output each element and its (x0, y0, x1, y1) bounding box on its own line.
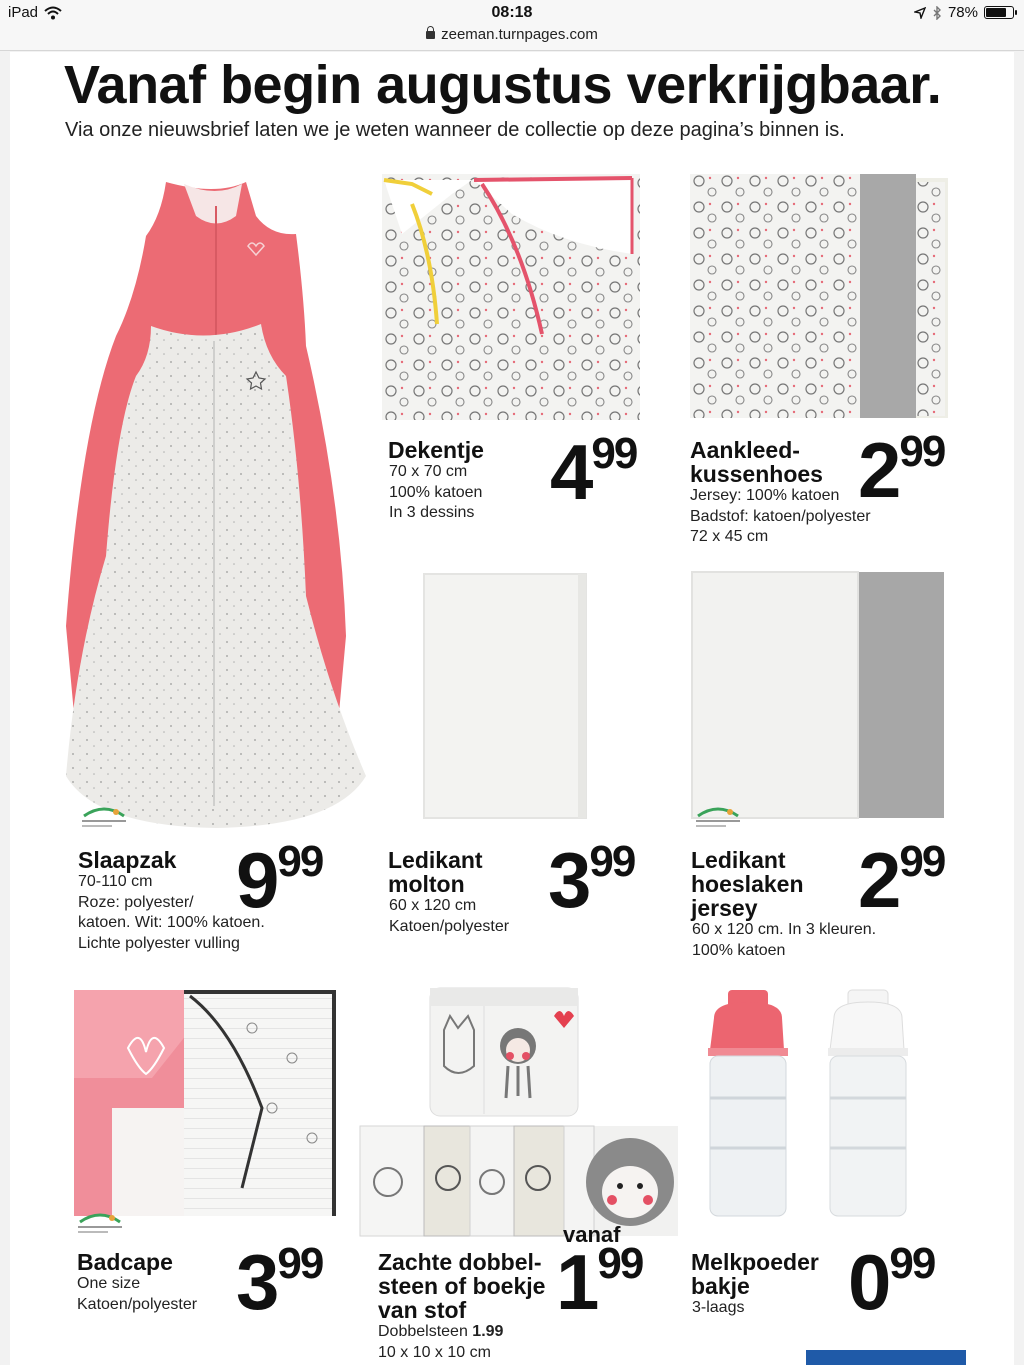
vanaf-label: vanaf (563, 1222, 621, 1247)
desc-line: 72 x 45 cm (690, 528, 769, 545)
bluetooth-icon (932, 6, 942, 20)
battery-fill (986, 8, 1006, 17)
oeko-tex-logo-3 (76, 1210, 124, 1238)
hoeslaken-price (858, 836, 945, 924)
page-headline: Vanaf begin augustus verkrijgbaar. (64, 55, 942, 115)
dekentje-desc (389, 462, 482, 524)
desc-line: Katoen/polyester (389, 917, 510, 935)
desc-line: 70-110 cm (78, 873, 153, 890)
molton-price (548, 836, 635, 924)
device-label: iPad (8, 4, 39, 21)
melkpoeder-price (848, 1238, 935, 1326)
aankleed-price (858, 426, 945, 514)
melkpoeder-desc (692, 1298, 744, 1319)
desc-price: 1.99 (472, 1323, 504, 1340)
price-cents: 99 (899, 427, 945, 476)
url-text: zeeman.turnpages.com (441, 26, 598, 43)
badcape-name: Badcape (77, 1249, 173, 1275)
price-cents: 99 (889, 1239, 935, 1288)
dobbelsteen-image (358, 986, 680, 1242)
price-main: 2 (858, 426, 900, 514)
desc-line: Roze: polyester/ (78, 893, 194, 911)
desc-line: katoen. Wit: 100% katoen. (78, 914, 265, 931)
badcape-desc (77, 1274, 197, 1315)
aankleed-name: Aankleed- kussenhoes (690, 437, 823, 487)
clock: 08:18 (491, 4, 533, 21)
location-arrow-icon (914, 7, 926, 19)
price-main: 1 (556, 1238, 598, 1326)
desc-line: Lichte polyester vulling (78, 934, 240, 952)
price-cents: 99 (277, 837, 323, 886)
price-main: 3 (236, 1238, 278, 1326)
hoeslaken-desc (692, 920, 876, 961)
zeeman-logo-strip (806, 1350, 966, 1365)
desc-line: In 3 dessins (389, 504, 475, 521)
hoeslaken-name: Ledikant hoeslaken jersey (691, 847, 804, 921)
battery-percent: 78% (947, 4, 978, 21)
price-main: 3 (548, 836, 590, 924)
badcape-price (236, 1238, 323, 1326)
price-cents: 99 (597, 1239, 643, 1288)
slaapzak-price (236, 836, 323, 924)
price-cents: 99 (899, 837, 945, 886)
price-cents: 99 (277, 1239, 323, 1288)
desc-line: Badstof: katoen/polyester (690, 507, 871, 525)
desc-line: One size (77, 1275, 141, 1292)
hoeslaken-image (690, 570, 946, 822)
lock-icon (426, 31, 435, 39)
slaapzak-image (56, 176, 376, 831)
aankleedkussenhoes-image (690, 172, 950, 420)
dekentje-image (382, 174, 640, 420)
battery-icon (984, 6, 1014, 19)
desc-line: 10 x 10 x 10 cm (378, 1343, 491, 1361)
desc-line: 70 x 70 cm (389, 463, 468, 480)
badcape-image (72, 988, 338, 1220)
dobbelsteen-desc (378, 1322, 503, 1363)
dobbelsteen-name: Zachte dobbel- steen of boekje van stof (378, 1249, 546, 1323)
melkpoeder-image (700, 988, 944, 1228)
price-main: 4 (550, 428, 592, 516)
molton-desc (389, 896, 509, 937)
desc-line: 100% katoen (389, 483, 483, 501)
molton-image (422, 572, 588, 820)
oeko-tex-logo-2 (694, 804, 742, 832)
price-cents: 99 (589, 837, 635, 886)
status-bar (0, 0, 1024, 26)
price-main: 0 (848, 1238, 890, 1326)
slaapzak-name: Slaapzak (78, 847, 177, 873)
desc-line: Jersey: 100% katoen (690, 487, 840, 504)
desc-line: 100% katoen (692, 941, 786, 959)
price-main: 2 (858, 836, 900, 924)
dekentje-price (550, 428, 637, 516)
desc-line: 60 x 120 cm. In 3 kleuren. (692, 921, 877, 938)
address-bar[interactable] (0, 26, 1024, 51)
molton-name: Ledikant molton (388, 847, 483, 897)
dekentje-name: Dekentje (388, 437, 484, 463)
price-cents: 99 (591, 429, 637, 478)
desc-line: 3-laags (692, 1299, 745, 1316)
dobbelsteen-price (556, 1238, 643, 1326)
desc-line (378, 1322, 503, 1343)
catalog-page[interactable] (10, 52, 1014, 1365)
desc-line: 60 x 120 cm (389, 897, 477, 914)
desc-prefix: Dobbelsteen (378, 1323, 473, 1340)
melkpoeder-name: Melkpoeder bakje (691, 1249, 819, 1299)
page-subline: Via onze nieuwsbrief laten we je weten wanneer de collectie op deze pagina’s binnen is. (65, 119, 845, 141)
desc-line: Katoen/polyester (77, 1295, 198, 1313)
price-main: 9 (236, 836, 278, 924)
aankleed-desc (690, 486, 871, 548)
oeko-tex-logo (80, 804, 128, 832)
